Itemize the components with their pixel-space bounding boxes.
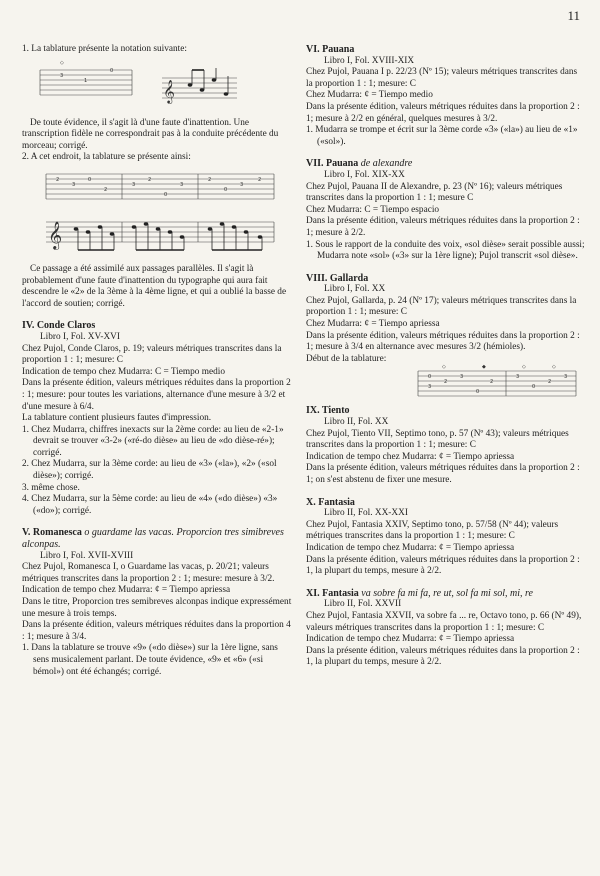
section-v-title — [22, 527, 294, 550]
svg-text:0: 0 — [532, 384, 536, 391]
svg-text:3: 3 — [240, 181, 244, 188]
section-viii-line: Début de la tablature: — [306, 353, 387, 364]
section-vii-line: Chez Mudarra: C = Tiempo espacio — [306, 204, 440, 215]
section-vii-title — [306, 158, 586, 170]
section-v-line: Dans la présente édition, valeurs métriques réduites dans la proportion 4 : 1; mesure à 3/4. — [22, 620, 291, 642]
svg-text:◇: ◇ — [522, 364, 526, 371]
section-iv-note: 3. même chose. — [22, 482, 80, 493]
svg-text:0: 0 — [110, 67, 114, 74]
svg-text:◇: ◇ — [60, 59, 64, 66]
tablature-example-2 — [22, 164, 294, 264]
section-vi-ref: Libro I, Fol. XVIII-XIX — [324, 55, 415, 66]
svg-text:3: 3 — [428, 384, 432, 391]
svg-text:3: 3 — [516, 374, 520, 381]
svg-text:◆: ◆ — [482, 364, 486, 371]
section-vii-title-main: VII. Pauana — [306, 158, 359, 170]
section-iv-ref: Libro I, Fol. XV-XVI — [40, 331, 120, 342]
section-x-line: Indication de tempo chez Mudarra: ¢ = Tiempo apriessa — [306, 542, 515, 553]
item2-paragraph: Ce passage a été assimilé aux passages parallèles. Il s'agit là probablement d'une faute d'inattention du typographe qui aura fait descendre le «2» de la 3ème à la 4ème ligne, et qui a oublié la basse de l'accord de soutien; corrigé. — [22, 263, 287, 309]
section-x-title: X. Fantasia — [306, 496, 355, 508]
section-vi-line: Dans la présente édition, valeurs métriques réduites dans la proportion 2 : 1; mesure à 2/2 en général, quelques mesures à 3/2. — [306, 101, 580, 124]
section-ix-line: Chez Pujol, Tiento VII, Septimo tono, p. 57 (Nº 43); valeurs métriques transcrites dans la proportion 1 : 1; mesure: C — [306, 428, 569, 451]
section-xi-ref: Libro II, Fol. XXVII — [324, 599, 402, 610]
section-viii-line: Chez Mudarra: ¢ = Tiempo apriessa — [306, 319, 440, 330]
svg-text:3: 3 — [72, 181, 76, 188]
section-xi-line: Indication de tempo chez Mudarra: ¢ = Tiempo apriessa — [306, 634, 515, 645]
section-xi-title — [306, 588, 586, 600]
svg-text:0: 0 — [224, 186, 228, 193]
svg-text:0: 0 — [164, 191, 168, 198]
section-vii-note: 1. Sous le rapport de la conduite des voix, «sol dièse» serait possible aussi; Mudarra note «sol» («3» sur la 1ère ligne); Pujol transcrit «sol dièse». — [306, 239, 585, 262]
section-iv-title: IV. Conde Claros — [22, 320, 96, 332]
section-iv-line: Indication de tempo chez Mudarra: C = Tiempo medio — [22, 366, 226, 377]
section-vi-line: Chez Pujol, Pauana I p. 22/23 (Nº 15); valeurs métriques transcrites dans la proportion 1 : 1; mesure: C — [306, 67, 578, 89]
section-iv-line: La tablature contient plusieurs fautes d'impression. — [22, 413, 212, 424]
section-x-ref: Libro II, Fol. XX-XXI — [324, 508, 408, 519]
svg-text:1: 1 — [84, 77, 88, 84]
right-column — [306, 44, 586, 669]
svg-text:3: 3 — [180, 181, 184, 188]
section-ix-title: IX. Tiento — [306, 405, 350, 417]
section-v-ref: Libro I, Fol. XVII-XVIII — [40, 550, 134, 561]
svg-text:2: 2 — [104, 186, 108, 193]
section-v-line: Indication de tempo chez Mudarra: ¢ = Tiempo apriessa — [22, 585, 231, 596]
note-item2: 2. A cet endroit, la tablature se présente ainsi: — [22, 152, 191, 163]
section-v-title-main: V. Romanesca — [22, 527, 82, 539]
note-item1: 1. La tablature présente la notation suivante: — [22, 44, 187, 54]
svg-text:2: 2 — [548, 379, 552, 386]
svg-text:◇: ◇ — [552, 364, 556, 371]
section-x-line: Dans la présente édition, valeurs métriques réduites dans la proportion 2 : 1, la plupart du temps, mesure à 2/2. — [306, 554, 580, 577]
svg-text:𝄞: 𝄞 — [48, 220, 63, 249]
section-viii-ref: Libro I, Fol. XX — [324, 284, 386, 295]
section-xi-title-italic: va sobre fa mi fa, re ut, sol fa mi sol, mi, re — [361, 587, 533, 599]
svg-text:2: 2 — [208, 176, 212, 183]
section-iv-note: 4. Chez Mudarra, sur la 5ème corde: au lieu de «4» («do dièse») «3» («do»); corrigé. — [22, 494, 278, 516]
section-viii-line: Chez Pujol, Gallarda, p. 24 (Nº 17); valeurs métriques transcrites dans la proportion 1 : 1; mesure: C — [306, 295, 577, 318]
section-v-line: Dans le titre, Proporcion tres semibreves alconpas indique expressément une mesure à trois temps. — [22, 597, 292, 619]
item1-paragraph: De toute évidence, il s'agit là d'une faute d'inattention. Une transcription fidèle ne correspondrait pas à la conduite précédente du morceau; corrigé. — [22, 117, 279, 151]
section-ix-line: Dans la présente édition, valeurs métriques réduites dans la proportion 2 : 1; on s'est abstenu de fixer une mesure. — [306, 463, 580, 485]
section-ix-line: Indication de tempo chez Mudarra: ¢ = Tiempo apriessa — [306, 451, 515, 462]
section-xi-line: Chez Pujol, Fantasia XXVII, va sobre fa ... re, Octavo tono, p. 66 (Nº 49), valeurs métriques transcrites dans la proportion 1 : 1; mesure: C — [306, 610, 582, 633]
section-v-title-italic: o guardame las vacas. Proporcion tres simibreves alconpas. — [22, 527, 284, 551]
section-viii-line: Dans la présente édition, valeurs métriques réduites dans la proportion 2 : 1; mesure à 3/4 en alternance avec mesures 3/2 (hémioles). — [306, 330, 580, 353]
section-iv-note: 2. Chez Mudarra, sur la 3ème corde: au lieu de «3» («la»), «2» («sol dièse»); corrigé. — [22, 459, 277, 482]
tablature-gallarda — [306, 361, 586, 401]
section-xi-line: Dans la présente édition, valeurs métriques réduites dans la proportion 2 : 1, la plupart du temps, mesure à 2/2. — [306, 645, 580, 668]
section-vi-note: 1. Mudarra se trompe et écrit sur la 3ème corde «3» («la») au lieu de «1» («sol»). — [306, 125, 578, 147]
section-v-note: 1. Dans la tablature se trouve «9» («do dièse») sur la 1ère ligne, sans sens musicalement parlant. De toute évidence, «9» et «6» («si bémol») ont été échangés; corrigé. — [22, 643, 278, 677]
section-vii-title-italic: de alexandre — [360, 158, 413, 170]
section-ix-ref: Libro II, Fol. XX — [324, 417, 389, 428]
svg-text:2: 2 — [148, 176, 152, 183]
svg-text:0: 0 — [88, 176, 92, 183]
section-vi-line: Chez Mudarra: ¢ = Tiempo medio — [306, 90, 433, 101]
svg-text:3: 3 — [132, 181, 136, 188]
section-vi-title: VI. Pauana — [306, 44, 355, 55]
section-iv-line: Chez Pujol, Conde Claros, p. 19; valeurs métriques transcrites dans la proportion 1 : 1; mesure: C — [22, 343, 282, 366]
section-x-line: Chez Pujol, Fantasia XXIV, Septimo tono, p. 57/58 (Nº 44); valeurs métriques transcrites dans la proportion 1 : 1; mesure: C — [306, 519, 559, 542]
svg-text:0: 0 — [476, 389, 480, 396]
svg-text:3: 3 — [460, 374, 464, 381]
svg-text:3: 3 — [60, 72, 64, 79]
svg-text:2: 2 — [490, 379, 494, 386]
page-number: 11 — [567, 8, 580, 23]
svg-text:0: 0 — [428, 374, 432, 381]
section-v-line: Chez Pujol, Romanesca I, o Guardame las vacas, p. 20/21; valeurs métriques transcrites dans la proportion 2 : 1; mesure: mesure à 3/2. — [22, 562, 275, 584]
section-iv-line: Dans la présente édition, valeurs métriques réduites dans la proportion 2 : 1; mesure: pour toutes les variations, alternance d'une mesure à 3/2 et d'une mesure à 6/4. — [22, 378, 291, 412]
svg-text:𝄞: 𝄞 — [163, 78, 175, 103]
svg-text:2: 2 — [56, 176, 60, 183]
section-viii-title: VIII. Gallarda — [306, 272, 369, 284]
svg-text:2: 2 — [444, 379, 448, 386]
section-vii-line: Chez Pujol, Pauana II de Alexandre, p. 23 (Nº 16); valeurs métriques transcrites dans la proportion 1 : 1; mesure C — [306, 181, 563, 204]
section-vii-line: Dans la présente édition, valeurs métriques réduites dans la proportion 2 : 1; mesure à 2/2. — [306, 216, 580, 238]
svg-text:2: 2 — [258, 176, 262, 183]
left-column — [22, 44, 294, 678]
svg-text:3: 3 — [564, 374, 568, 381]
tablature-example-1 — [22, 56, 294, 118]
section-xi-title-main: XI. Fantasia — [306, 587, 359, 599]
section-iv-note: 1. Chez Mudarra, chiffres inexacts sur la 2ème corde: au lieu de «2-1» devrait se trouver «3-2» («ré-do dièse» au lieu de «do dièse-ré»); corrigé. — [22, 424, 284, 458]
svg-text:◇: ◇ — [442, 364, 446, 371]
section-vii-ref: Libro I, Fol. XIX-XX — [324, 169, 405, 180]
